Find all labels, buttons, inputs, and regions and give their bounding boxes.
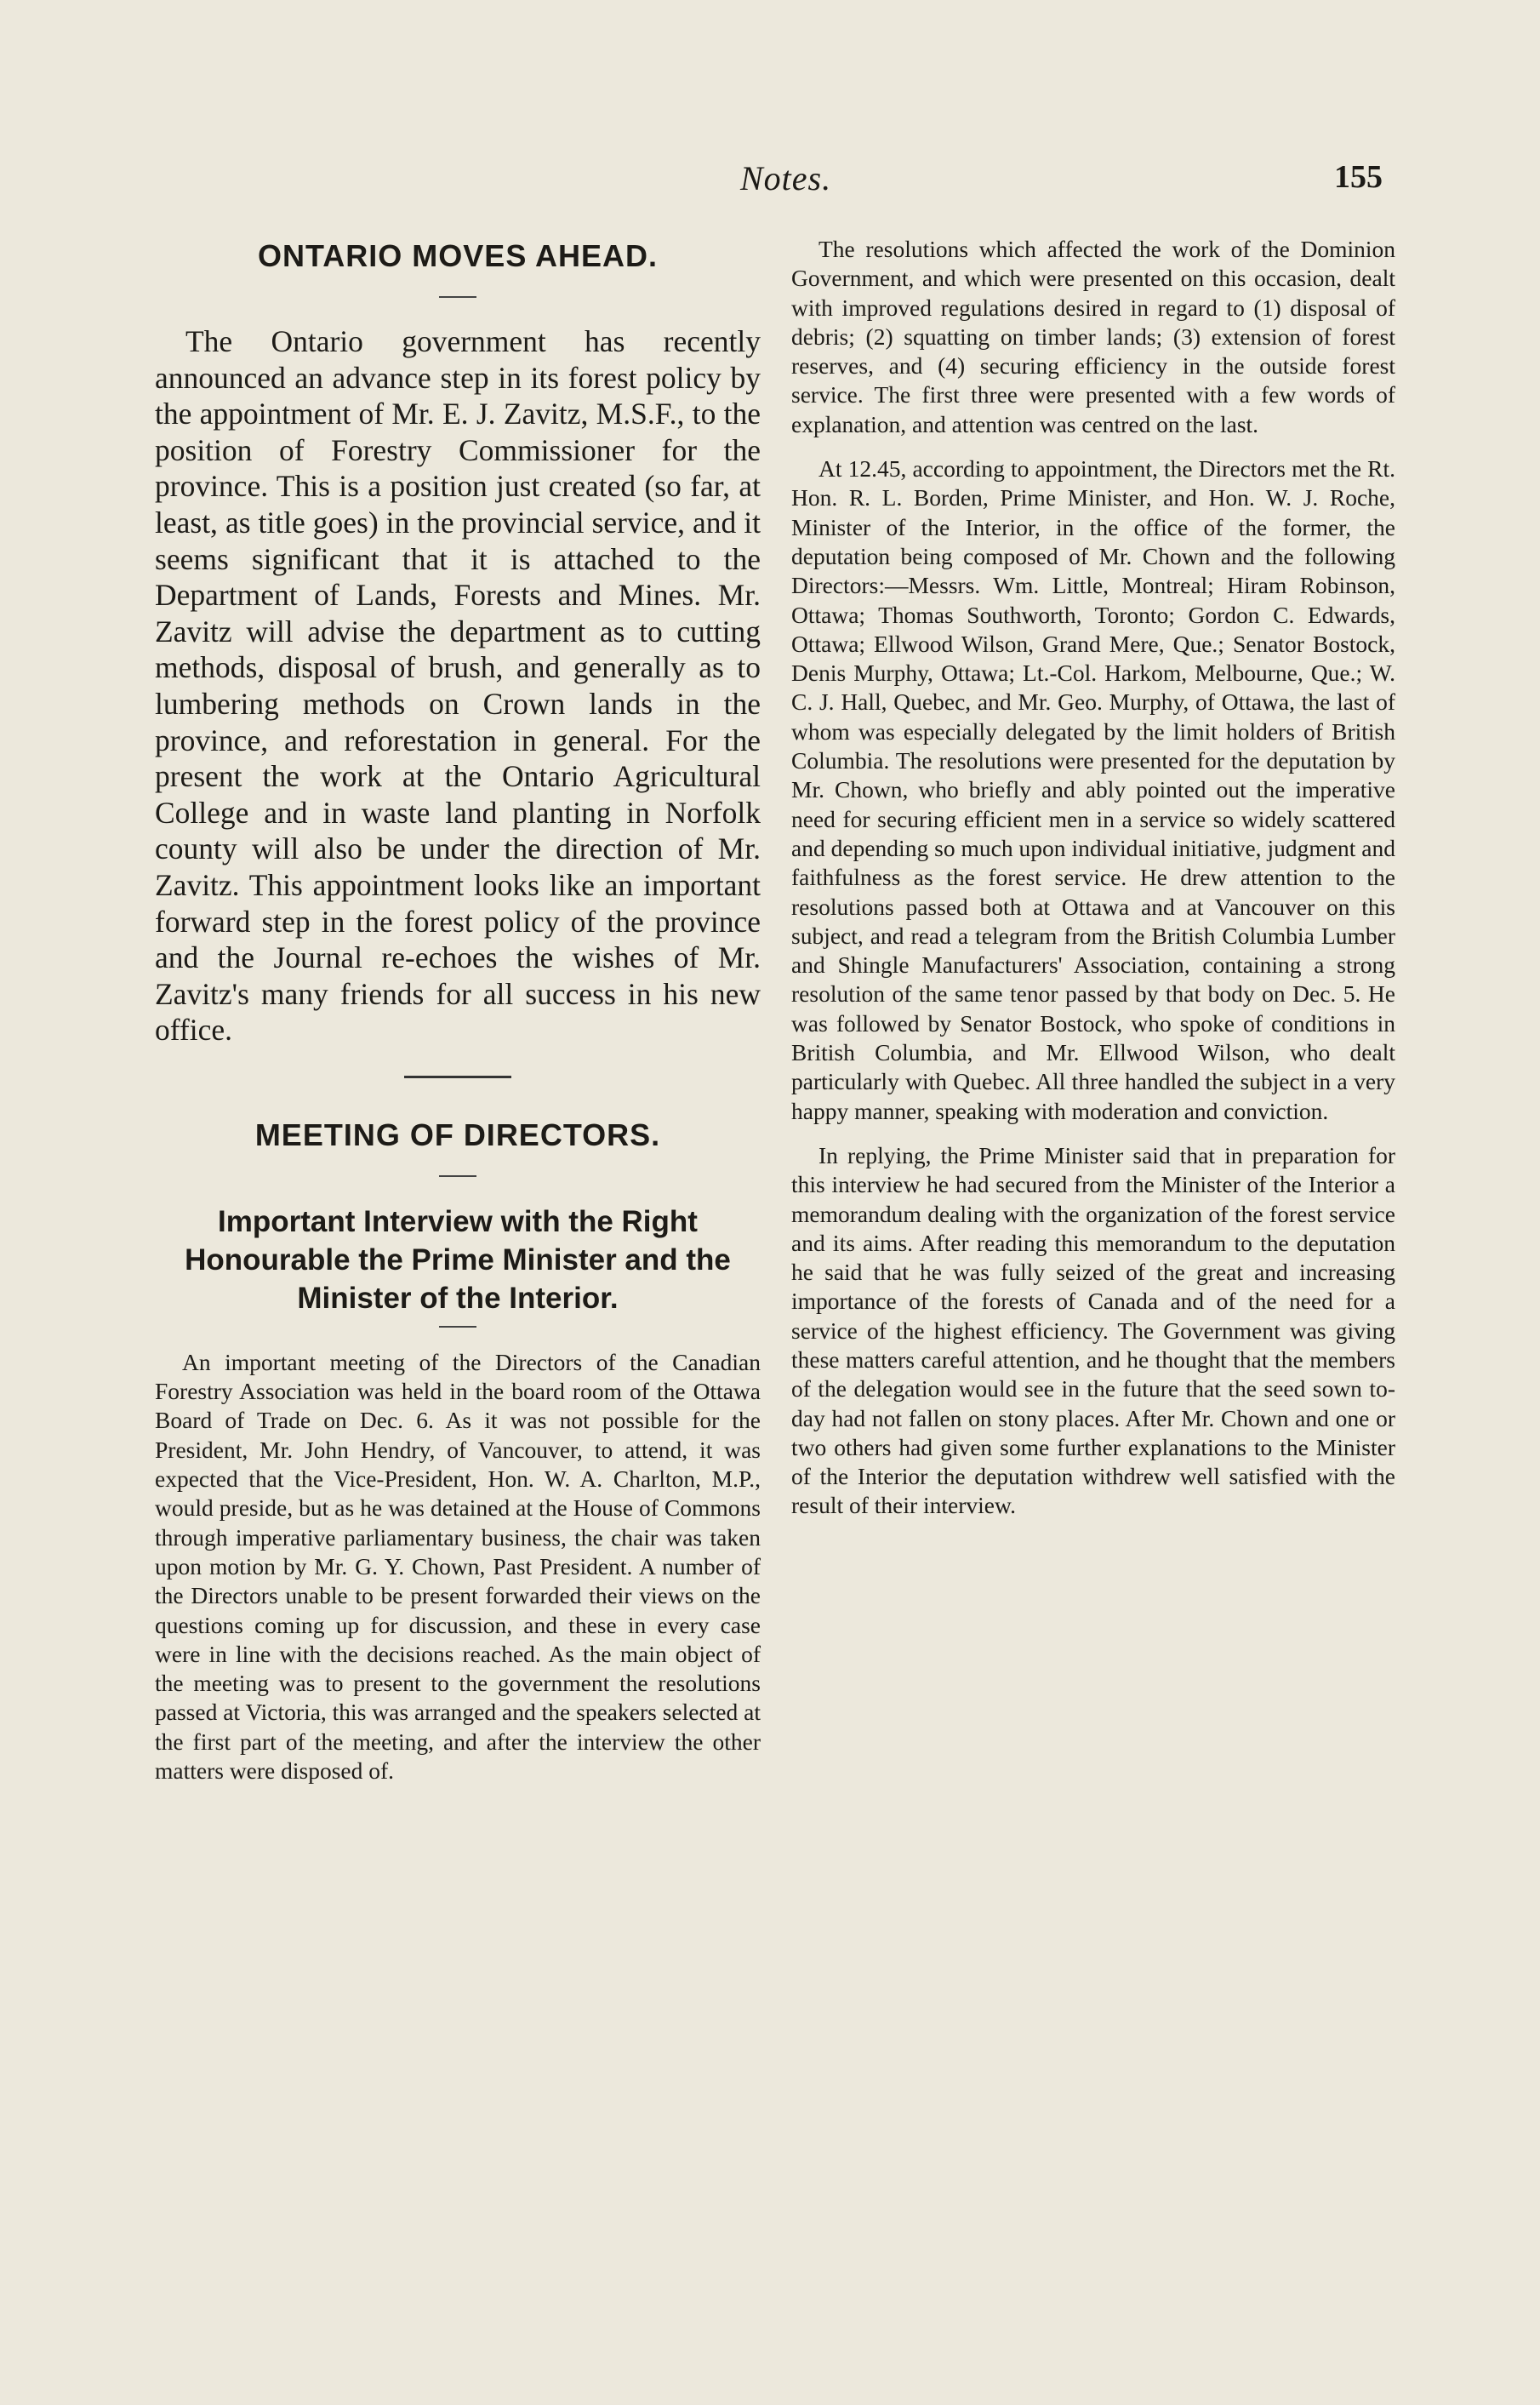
article-title-meeting: MEETING OF DIRECTORS. (254, 1117, 661, 1152)
paragraph-deputation: At 12.45, according to appointment, the Directors met the Rt. Hon. R. L. Borden, Prime Minister, and Hon. W. J. Roche, Minister of the Interior, in the office of the former, the deputation being composed of Mr. Chown and the following Directors:—Messrs. Wm. Little, Montreal; Hiram Robinson, Ottawa; Thomas Southworth, Toronto; Gordon C. Edwards, Ottawa; Ellwood Wilson, Grand Mere, Que.; Senator Bostock, Denis Murphy, Ottawa; Lt.-Col. Harkom, Melbourne, Que.; W. C. J. Hall, Quebec, and Mr. Geo. Murphy, of Ottawa, the last of whom was especially delegated by the limit holders of British Columbia. The resolutions were presented for the deputation by Mr. Chown, who briefly and ably pointed out the imperative need for securing efficient men in a service so widely scattered and depending so much upon individual initiative, judgment and faithfulness as the forest service. He drew attention to the resolutions passed both at Ottawa and at Vancouver on this subject, and read a telegram from the British Columbia Lumber and Shingle Manufacturers' Association, containing a strong resolution of the same tenor passed by that body on Dec. 5. He was followed by Senator Bostock, who spoke of conditions in British Columbia, and Mr. Ellwood Wilson, who dealt particularly with Quebec. All three handled the subject in a very happy manner, speaking with moderation and conviction. (791, 455, 1395, 1124)
right-column (791, 235, 1395, 1536)
paragraph-reply: In replying, the Prime Minister said that in preparation for this interview he had secured from the Minister of the Interior a memorandum dealing with the organization of the forest service and its aims. After reading this memorandum to the deputation he said that he was fully seized of the great and increasing importance of the forests of Canada and of the need for a service of the highest efficiency. The Government was giving these matters careful attention, and he thought that the members of the delegation would see in the future that the seed sown to-day had not fallen on stony places. After Mr. Chown and one or two others had given some further explanations to the Minister of the Interior the deputation withdrew well satisfied with the result of their interview. (791, 1141, 1395, 1519)
paragraph-meeting-1: An important meeting of the Directors of the Canadian Forestry Association was held in the board room of the Ottawa Board of Trade on Dec. 6. As it was not possible for the President, Mr. John Hendry, of Vancouver, to attend, it was expected that the Vice-President, Hon. W. A. Charlton, M.P., would preside, but as he was detained at the House of Commons through imperative parliamentary business, the chair was taken upon motion by Mr. G. Y. Chown, Past President. A number of the Directors unable to be present forwarded their views on the questions coming up for discussion, and these in every case were in line with the decisions reached. As the main object of the meeting was to present to the government the resolutions passed at Victoria, this was arranged and the speakers selected at the first part of the meeting, and after the interview the other matters were disposed of. (155, 1348, 761, 1785)
left-column (155, 230, 761, 1785)
title-dash (439, 296, 476, 298)
running-header: Notes. (740, 159, 832, 197)
article-body-ontario: The Ontario government has recently announced an advance step in its forest policy by the appointment of Mr. E. J. Zavitz, M.S.F., to the position of Forestry Commissioner for the province. This is a position just created (so far, at least, as title goes) in the provincial service, and it seems significant that it is attached to the Department of Lands, Forests and Mines. Mr. Zavitz will advise the department as to cutting methods, disposal of brush, and generally as to lumbering methods on Crown lands in the province, and reforestation in general. For the present the work at the Ontario Agricultural College and in waste land planting in Norfolk county will also be under the direction of Mr. Zavitz. This appointment looks like an important forward step in the forest policy of the province and the Journal re-echoes the wishes of Mr. Zavitz's many friends for all success in his new office. (155, 324, 761, 1048)
article-subtitle: Important Interview with the Right Honourable the Prime Minister and the Minister of the Interior. (185, 1204, 731, 1315)
subtitle-dash (439, 1326, 476, 1328)
section-divider (404, 1076, 511, 1078)
page-number: 155 (1334, 159, 1383, 195)
title-dash (439, 1175, 476, 1177)
article-title-ontario: ONTARIO MOVES AHEAD. (257, 238, 659, 273)
paragraph-resolutions: The resolutions which affected the work of the Dominion Government, and which were presented on this occasion, dealt with improved regulations desired in regard to (1) disposal of debris; (2) squatting on timber lands; (3) extension of forest reserves, and (4) securing efficiency in the outside forest service. The first three were presented with a few words of explanation, and attention was centred on the last. (791, 236, 1395, 437)
